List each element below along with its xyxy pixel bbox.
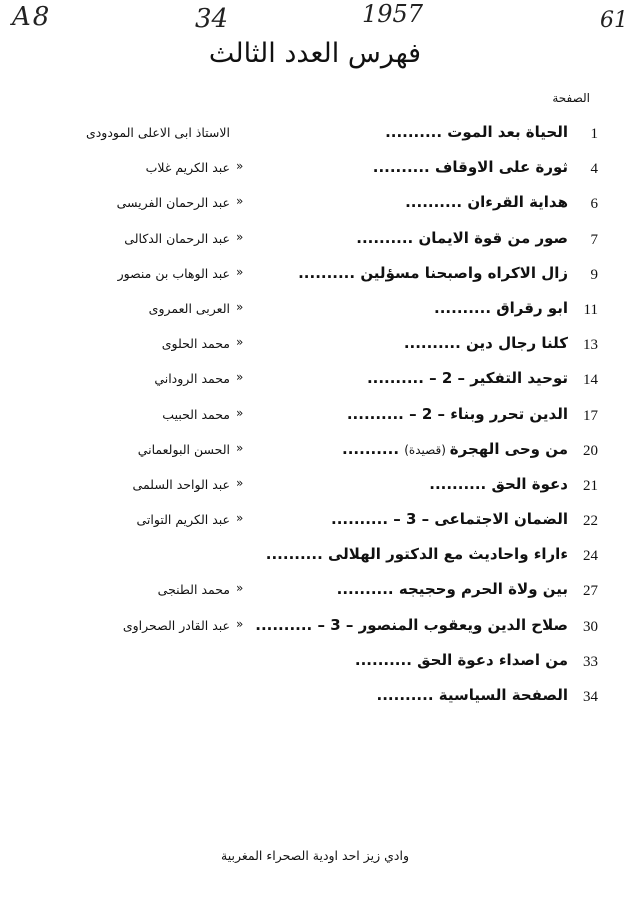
toc-author: عبد القادر الصحراوى bbox=[122, 617, 230, 633]
toc-title-text: توحيد التفكير – 2 – bbox=[429, 369, 568, 388]
toc-page-number: 24 bbox=[583, 548, 598, 565]
ditto-mark: » bbox=[236, 370, 244, 385]
ditto-mark: » bbox=[236, 229, 244, 244]
toc-page-number: 30 bbox=[583, 618, 598, 635]
handwritten-year: 1957 bbox=[362, 0, 424, 28]
toc-title-text: زال الاكراه واصبحنا مسؤلين bbox=[360, 263, 568, 282]
toc-entry-note: (قصيدة) bbox=[404, 442, 450, 457]
ditto-mark: » bbox=[236, 511, 244, 526]
toc-row bbox=[0, 118, 630, 153]
handwritten-mark-middle: 34 bbox=[195, 4, 229, 34]
toc-page-number: 34 bbox=[583, 689, 598, 705]
handwritten-mark-left: A8 bbox=[12, 2, 52, 32]
dot-leader: .......... bbox=[255, 615, 318, 634]
toc-row bbox=[0, 646, 630, 681]
toc-title-text: هداية القرءان bbox=[467, 193, 568, 212]
dot-leader: .......... bbox=[366, 369, 430, 388]
toc-title-text: صلاح الدين ويعقوب المنصور – 3 – bbox=[317, 615, 568, 634]
toc-page-number: 21 bbox=[583, 477, 598, 494]
toc-row bbox=[0, 435, 630, 470]
toc-author: محمد الروداني bbox=[154, 371, 230, 387]
dot-leader: .......... bbox=[298, 263, 361, 282]
toc-title-text: من اصداء دعوة الحق bbox=[417, 650, 568, 669]
toc-row bbox=[0, 153, 630, 188]
toc-title-text: الصفحة السياسية bbox=[438, 686, 568, 704]
ditto-mark: » bbox=[236, 440, 244, 455]
toc-author: محمد الحلوى bbox=[161, 336, 230, 352]
toc-entry-title bbox=[268, 475, 568, 493]
toc-entry-title bbox=[268, 369, 568, 387]
dot-leader: .......... bbox=[405, 193, 468, 212]
toc-title-text: ثورة على الاوقاف bbox=[434, 158, 568, 177]
toc-entry-title bbox=[268, 158, 568, 176]
toc-row bbox=[0, 294, 630, 329]
toc-title-text: من وحى الهجرة bbox=[449, 439, 568, 458]
toc-entry-title bbox=[268, 334, 568, 352]
toc-author: عبد الكريم غلاب bbox=[145, 160, 230, 176]
ditto-mark: » bbox=[236, 194, 244, 209]
toc-entry-title bbox=[268, 580, 568, 598]
toc-page-number: 1 bbox=[590, 126, 598, 142]
ditto-mark: » bbox=[236, 299, 244, 314]
toc-page-number: 6 bbox=[590, 196, 598, 213]
toc-entry-title bbox=[268, 510, 568, 528]
toc-page-number: 33 bbox=[583, 653, 598, 670]
toc-author: عبد الرحمان الدكالى bbox=[124, 230, 230, 246]
toc-entry-title bbox=[265, 545, 568, 564]
page-title: فهرس العدد الثالث bbox=[208, 38, 422, 70]
toc-row bbox=[0, 681, 630, 716]
table-of-contents bbox=[0, 118, 630, 716]
toc-author: عبد الوهاب بن منصور bbox=[117, 265, 230, 281]
toc-title-text: كلنا رجال دين bbox=[466, 334, 568, 353]
toc-row bbox=[0, 224, 630, 259]
toc-row bbox=[0, 505, 630, 540]
toc-row bbox=[0, 611, 630, 646]
toc-author: محمد الحبيب bbox=[162, 406, 230, 422]
toc-row bbox=[0, 540, 630, 575]
toc-row bbox=[0, 259, 630, 294]
toc-entry-title bbox=[268, 405, 568, 423]
toc-title-text: بين ولاة الحرم وحجيجه bbox=[398, 580, 568, 599]
toc-page-number: 27 bbox=[583, 583, 598, 600]
toc-entry-title bbox=[268, 264, 568, 282]
toc-row bbox=[0, 400, 630, 435]
toc-page-number: 14 bbox=[583, 372, 598, 389]
toc-entry-title bbox=[268, 686, 568, 704]
toc-row bbox=[0, 470, 630, 505]
toc-page-number: 20 bbox=[583, 442, 598, 459]
toc-page-number: 13 bbox=[583, 337, 598, 354]
toc-row bbox=[0, 575, 630, 610]
ditto-mark: » bbox=[236, 616, 244, 631]
dot-leader: .......... bbox=[376, 686, 439, 704]
dot-leader: .......... bbox=[336, 580, 399, 599]
toc-author: الحسن البولعماني bbox=[137, 441, 230, 457]
dot-leader: .......... bbox=[331, 510, 394, 529]
ditto-mark: » bbox=[236, 475, 244, 490]
toc-entry-title bbox=[268, 123, 568, 141]
dot-leader: .......... bbox=[265, 545, 328, 564]
handwritten-mark-right: 61 bbox=[600, 8, 628, 33]
toc-author: محمد الطنجى bbox=[157, 582, 230, 598]
ditto-mark: » bbox=[236, 405, 244, 420]
toc-entry-title bbox=[268, 193, 568, 211]
toc-title-text: الحياة بعد الموت bbox=[447, 123, 568, 141]
footer-caption: وادي زيز احد اودية الصحراء المغربية bbox=[221, 848, 409, 863]
dot-leader: .......... bbox=[429, 474, 492, 493]
dot-leader: .......... bbox=[342, 439, 405, 458]
ditto-mark: » bbox=[236, 581, 244, 596]
toc-title-text: ءاراء واحاديث مع الدكتور الهلالى bbox=[328, 545, 568, 564]
dot-leader: .......... bbox=[354, 650, 418, 669]
toc-entry-title bbox=[268, 299, 568, 317]
ditto-mark: » bbox=[236, 335, 244, 350]
toc-entry-title bbox=[255, 615, 568, 634]
toc-row bbox=[0, 188, 630, 223]
toc-entry-title bbox=[268, 229, 568, 247]
ditto-mark: » bbox=[236, 264, 244, 279]
dot-leader: .......... bbox=[346, 404, 410, 423]
dot-leader: .......... bbox=[372, 158, 435, 177]
toc-row bbox=[0, 329, 630, 364]
toc-title-text: الضمان الاجتماعى – 3 – bbox=[393, 510, 568, 529]
toc-author: عبد الكريم التواتى bbox=[136, 512, 230, 528]
toc-entry-title bbox=[268, 440, 568, 458]
toc-title-text: دعوة الحق bbox=[491, 474, 568, 493]
dot-leader: .......... bbox=[385, 123, 448, 141]
toc-page-number: 7 bbox=[590, 231, 598, 248]
toc-author: العربى العمروى bbox=[148, 300, 230, 316]
dot-leader: .......... bbox=[434, 298, 497, 317]
toc-title-text: الدين تحرر وبناء – 2 – bbox=[409, 404, 568, 423]
toc-author: الاستاذ ابى الاعلى المودودى bbox=[85, 125, 230, 140]
toc-page-number: 11 bbox=[583, 301, 598, 318]
ditto-mark: » bbox=[236, 159, 244, 174]
dot-leader: .......... bbox=[403, 334, 467, 353]
toc-entry-title bbox=[268, 651, 568, 669]
toc-page-number: 9 bbox=[590, 266, 598, 283]
toc-title-text: صور من قوة الايمان bbox=[418, 228, 568, 247]
toc-page-number: 22 bbox=[583, 513, 598, 530]
dot-leader: .......... bbox=[356, 228, 419, 247]
toc-row bbox=[0, 364, 630, 399]
toc-title-text: ابو رقراق bbox=[496, 298, 568, 317]
toc-author: عبد الرحمان الفريسى bbox=[116, 195, 230, 211]
toc-page-number: 4 bbox=[590, 161, 598, 178]
toc-page-number: 17 bbox=[583, 407, 598, 424]
page-column-label: الصفحة bbox=[552, 91, 590, 105]
toc-author: عبد الواحد السلمى bbox=[132, 476, 230, 492]
